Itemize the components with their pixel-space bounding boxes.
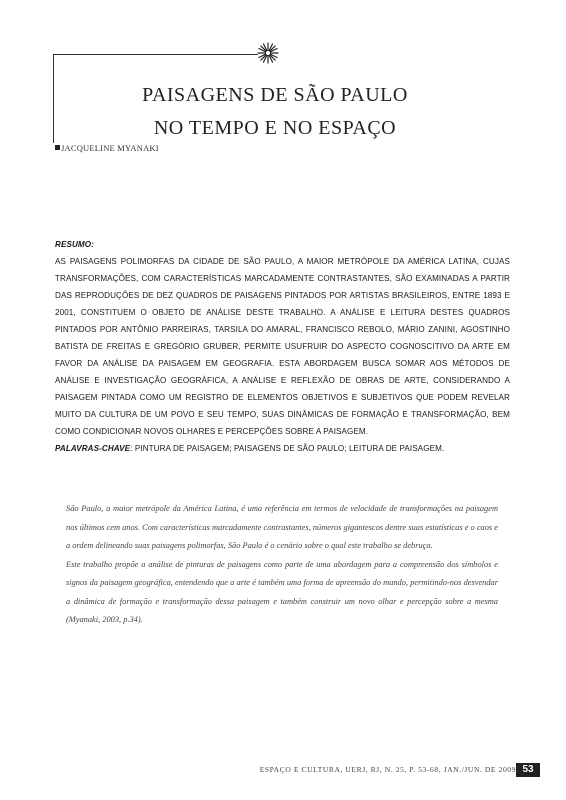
abstract-section [55, 236, 510, 457]
article-title-line-2: NO TEMPO E NO ESPAÇO [153, 117, 397, 139]
keywords-label: PALAVRAS-CHAVE [55, 444, 131, 453]
author-bullet-icon [55, 145, 60, 150]
keywords-text: : PINTURA DE PAISAGEM; PAISAGENS DE SÃO PAULO; LEITURA DE PAISAGEM. [130, 444, 445, 453]
epigraph-quote [66, 500, 498, 630]
page-number: 53 [516, 763, 540, 777]
abstract-body: AS PAISAGENS POLIMORFAS DA CIDADE DE SÃO PAULO, A MAIOR METRÓPOLE DA AMÉRICA LATINA, CUJAS TRANSFORMAÇÕES, COM CARACTERÍSTICAS MARCADAMENTE CONTRASTANTES, SÃO EXAMINADAS A PARTIR DAS REPRODUÇÕES DE DEZ QUADROS DE PAISAGENS PINTADOS POR ARTISTAS BRASILEIROS, ENTRE 1893 E 2001, CONSTITUEM O OBJETO DE ANÁLISE DESTE TRABALHO. A ANÁLISE E LEITURA DESTES QUADROS PINTADOS POR ANTÔNIO PARREIRAS, TARSILA DO AMARAL, FRANCISCO REBOLO, MÁRIO ZANINI, AGOSTINHO BATISTA DE FREITAS E GREGÓRIO GRUBER, PERMITE USUFRUIR DO ASPECTO COGNOSCITIVO DA ARTE EM FAVOR DA ANÁLISE DA PAISAGEM EM GEOGRAFIA. ESTA ABORDAGEM BUSCA SOMAR AOS MÉTODOS DE ANÁLISE E INVESTIGAÇÃO GEOGRÁFICA, A ANÁLISE E REFLEXÃO DE OBRAS DE ARTE, CONSIDERANDO A PAISAGEM PINTADA COMO UM REGISTRO DE ELEMENTOS OBJETIVOS E SUBJETIVOS QUE PODEM REVELAR MUITO DA CULTURA DE UM POVO E SEU TEMPO, SUAS DINÂMICAS DE FORMAÇÃO E TRANSFORMAÇÃO, BEM COMO CONDICIONAR NOVOS OLHARES E PERCEPÇÕES SOBRE A PAISAGEM. [55, 257, 510, 436]
author-name: JACQUELINE MYANAKI [61, 143, 159, 153]
epigraph-paragraph-1: São Paulo, a maior metrópole da América Latina, é uma referência em termos de velocidade de transformações na paisagem nos últimos cem anos. Com características marcadamente contrastantes, números gigantescos dentre suas estatísticas e o caos e a ordem delineando suas paisagens polimorfas, São Paulo é o cenário sobre o qual este trabalho se debruça. [66, 504, 498, 550]
epigraph-paragraph-2: Este trabalho propõe a análise de pinturas de paisagens como parte de uma abordagem para a compreensão dos símbolos e signos da paisagem geográfica, entendendo que a arte é também uma forma de apreensão do mundo, permitindo-nos desvendar a dinâmica de formação e transformação dessa paisagem e também construir um novo olhar e percepção sobre a mesma (Myanaki, 2003, p.34). [66, 559, 498, 624]
sunburst-ornament-icon [257, 42, 279, 64]
journal-citation: ESPAÇO E CULTURA, UERJ, RJ, N. 25, P. 53-68, JAN./JUN. DE 2009 [259, 765, 516, 774]
article-title-line-1: PAISAGENS DE SÃO PAULO [142, 84, 408, 106]
abstract-heading: RESUMO: [55, 240, 94, 249]
frame-top-rule [53, 54, 258, 55]
author-byline [55, 143, 159, 153]
frame-left-rule [53, 54, 54, 143]
